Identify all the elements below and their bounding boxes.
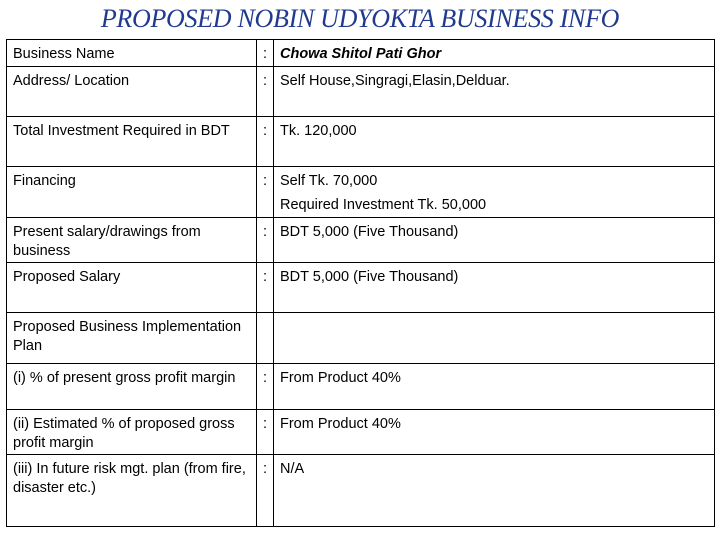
separator-colon: : bbox=[257, 117, 274, 167]
separator-colon: : bbox=[257, 410, 274, 455]
table-row-gross-profit-present bbox=[7, 364, 715, 410]
separator-colon: : bbox=[257, 364, 274, 410]
separator-colon: : bbox=[257, 167, 274, 218]
financing-self-amount: Self Tk. 70,000 bbox=[280, 173, 378, 189]
gross-profit-estimated-value: From Product 40% bbox=[274, 410, 715, 455]
future-risk-label: (iii) In future risk mgt. plan (from fire, disaster etc.) bbox=[7, 455, 257, 527]
present-salary-label: Present salary/drawings from business bbox=[7, 218, 257, 263]
table-row-address bbox=[7, 67, 715, 117]
table-row-future-risk bbox=[7, 455, 715, 527]
proposed-salary-label: Proposed Salary bbox=[7, 263, 257, 313]
present-salary-value: BDT 5,000 (Five Thousand) bbox=[274, 218, 715, 263]
page-title: PROPOSED NOBIN UDYOKTA BUSINESS INFO bbox=[100, 4, 620, 33]
table-row-gross-profit-estimated bbox=[7, 410, 715, 455]
financing-value bbox=[274, 167, 715, 218]
table-row-present-salary bbox=[7, 218, 715, 263]
financing-label: Financing bbox=[7, 167, 257, 218]
gross-profit-present-label: (i) % of present gross profit margin bbox=[7, 364, 257, 410]
separator-colon: : bbox=[257, 263, 274, 313]
financing-required-amount: Required Investment Tk. 50,000 bbox=[280, 197, 487, 213]
address-label: Address/ Location bbox=[7, 67, 257, 117]
separator-colon: : bbox=[257, 218, 274, 263]
table-row-investment bbox=[7, 117, 715, 167]
business-name-label: Business Name bbox=[7, 40, 257, 67]
table-row-proposed-salary bbox=[7, 263, 715, 313]
address-value: Self House,Singragi,Elasin,Delduar. bbox=[274, 67, 715, 117]
future-risk-value: N/A bbox=[274, 455, 715, 527]
proposed-salary-value: BDT 5,000 (Five Thousand) bbox=[274, 263, 715, 313]
separator-empty bbox=[257, 313, 274, 364]
separator-colon: : bbox=[257, 455, 274, 527]
gross-profit-present-value: From Product 40% bbox=[274, 364, 715, 410]
business-info-table bbox=[6, 39, 715, 527]
table-row-financing bbox=[7, 167, 715, 218]
separator-colon: : bbox=[257, 67, 274, 117]
separator-colon: : bbox=[257, 40, 274, 67]
implementation-plan-value bbox=[274, 313, 715, 364]
business-name-value: Chowa Shitol Pati Ghor bbox=[274, 40, 715, 67]
gross-profit-estimated-label: (ii) Estimated % of proposed gross profit margin bbox=[7, 410, 257, 455]
table-row-implementation-plan bbox=[7, 313, 715, 364]
investment-label: Total Investment Required in BDT bbox=[7, 117, 257, 167]
investment-value: Tk. 120,000 bbox=[274, 117, 715, 167]
table-row-business-name bbox=[7, 40, 715, 67]
implementation-plan-label: Proposed Business Implementation Plan bbox=[7, 313, 257, 364]
